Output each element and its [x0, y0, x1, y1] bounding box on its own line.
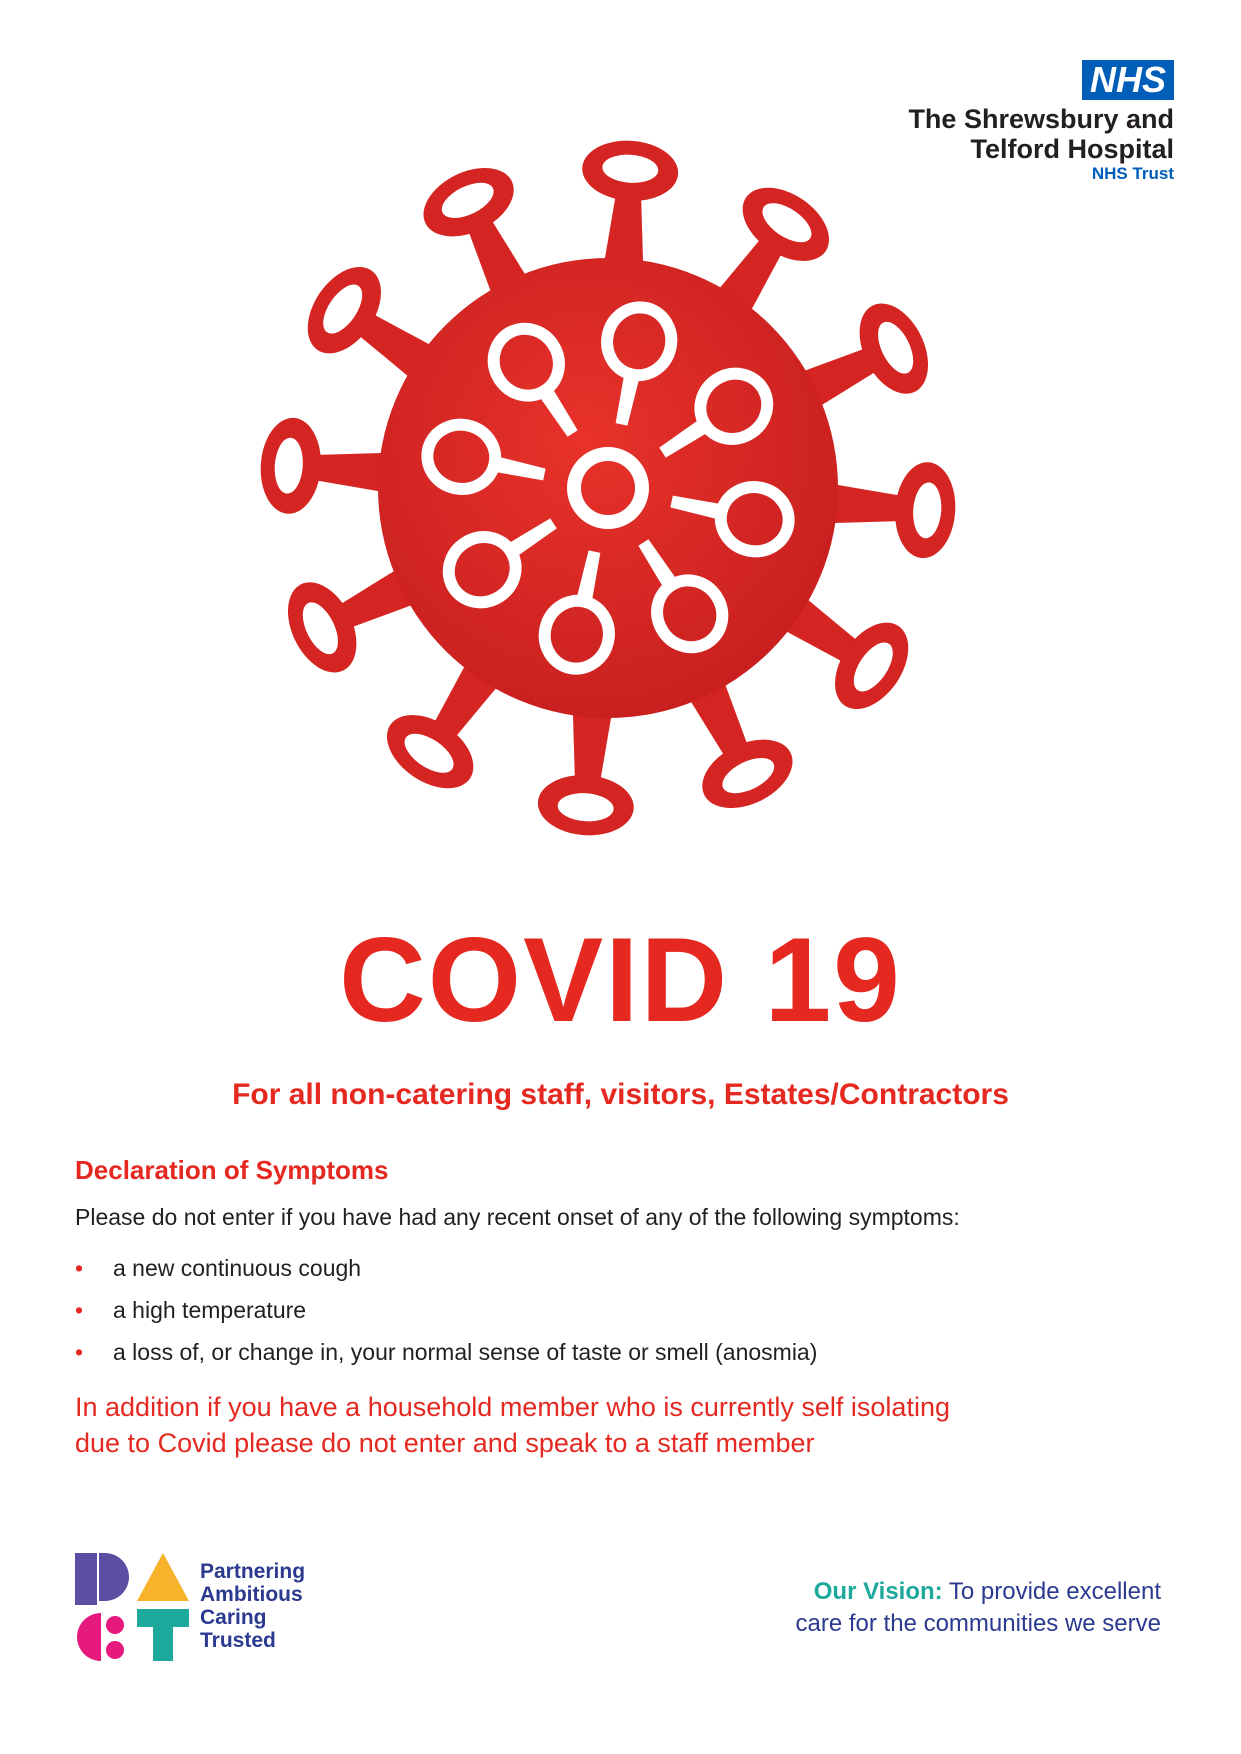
symptom-list [75, 1247, 1175, 1373]
trust-values [200, 1560, 305, 1652]
declaration-heading: Declaration of Symptoms [75, 1155, 389, 1185]
vision-line1: To provide excellent [948, 1578, 1161, 1605]
page-title: COVID 19 [339, 913, 902, 1047]
warning-line2: due to Covid please do not enter and speak to a staff member [75, 1428, 815, 1458]
audience-subtitle: For all non-catering staff, visitors, Estates/Contractors [232, 1078, 1009, 1111]
value-partnering: Partnering [200, 1560, 306, 1583]
household-warning [75, 1389, 1175, 1461]
symptom-text: a new continuous cough [113, 1255, 362, 1281]
coronavirus-icon [228, 108, 988, 868]
symptom-text: a high temperature [113, 1297, 307, 1323]
value-trusted: Trusted [200, 1629, 276, 1652]
warning-line1: In addition if you have a household member who is currently self isolating [75, 1392, 950, 1422]
bullet-icon: • [75, 1255, 84, 1281]
bullet-icon: • [75, 1297, 84, 1323]
nhs-logo: NHS [1082, 60, 1174, 100]
vision-line2: care for the communities we serve [795, 1610, 1161, 1637]
trust-name-line2: Telford Hospital [970, 134, 1174, 164]
pact-logo [75, 1553, 195, 1663]
vision-label: Our Vision: [813, 1578, 943, 1605]
vision-statement [796, 1576, 1161, 1640]
list-item [75, 1331, 1175, 1373]
value-ambitious: Ambitious [200, 1583, 303, 1606]
list-item [75, 1289, 1175, 1331]
trust-name-line1: The Shrewsbury and [908, 104, 1174, 134]
declaration-intro: Please do not enter if you have had any recent onset of any of the following symptoms: [75, 1204, 960, 1230]
bullet-icon: • [75, 1339, 84, 1365]
symptom-text: a loss of, or change in, your normal sense of taste or smell (anosmia) [113, 1339, 818, 1365]
list-item [75, 1247, 1175, 1289]
declaration-section [75, 1155, 1175, 1461]
value-caring: Caring [200, 1606, 267, 1629]
trust-subtitle: NHS Trust [1091, 164, 1174, 183]
